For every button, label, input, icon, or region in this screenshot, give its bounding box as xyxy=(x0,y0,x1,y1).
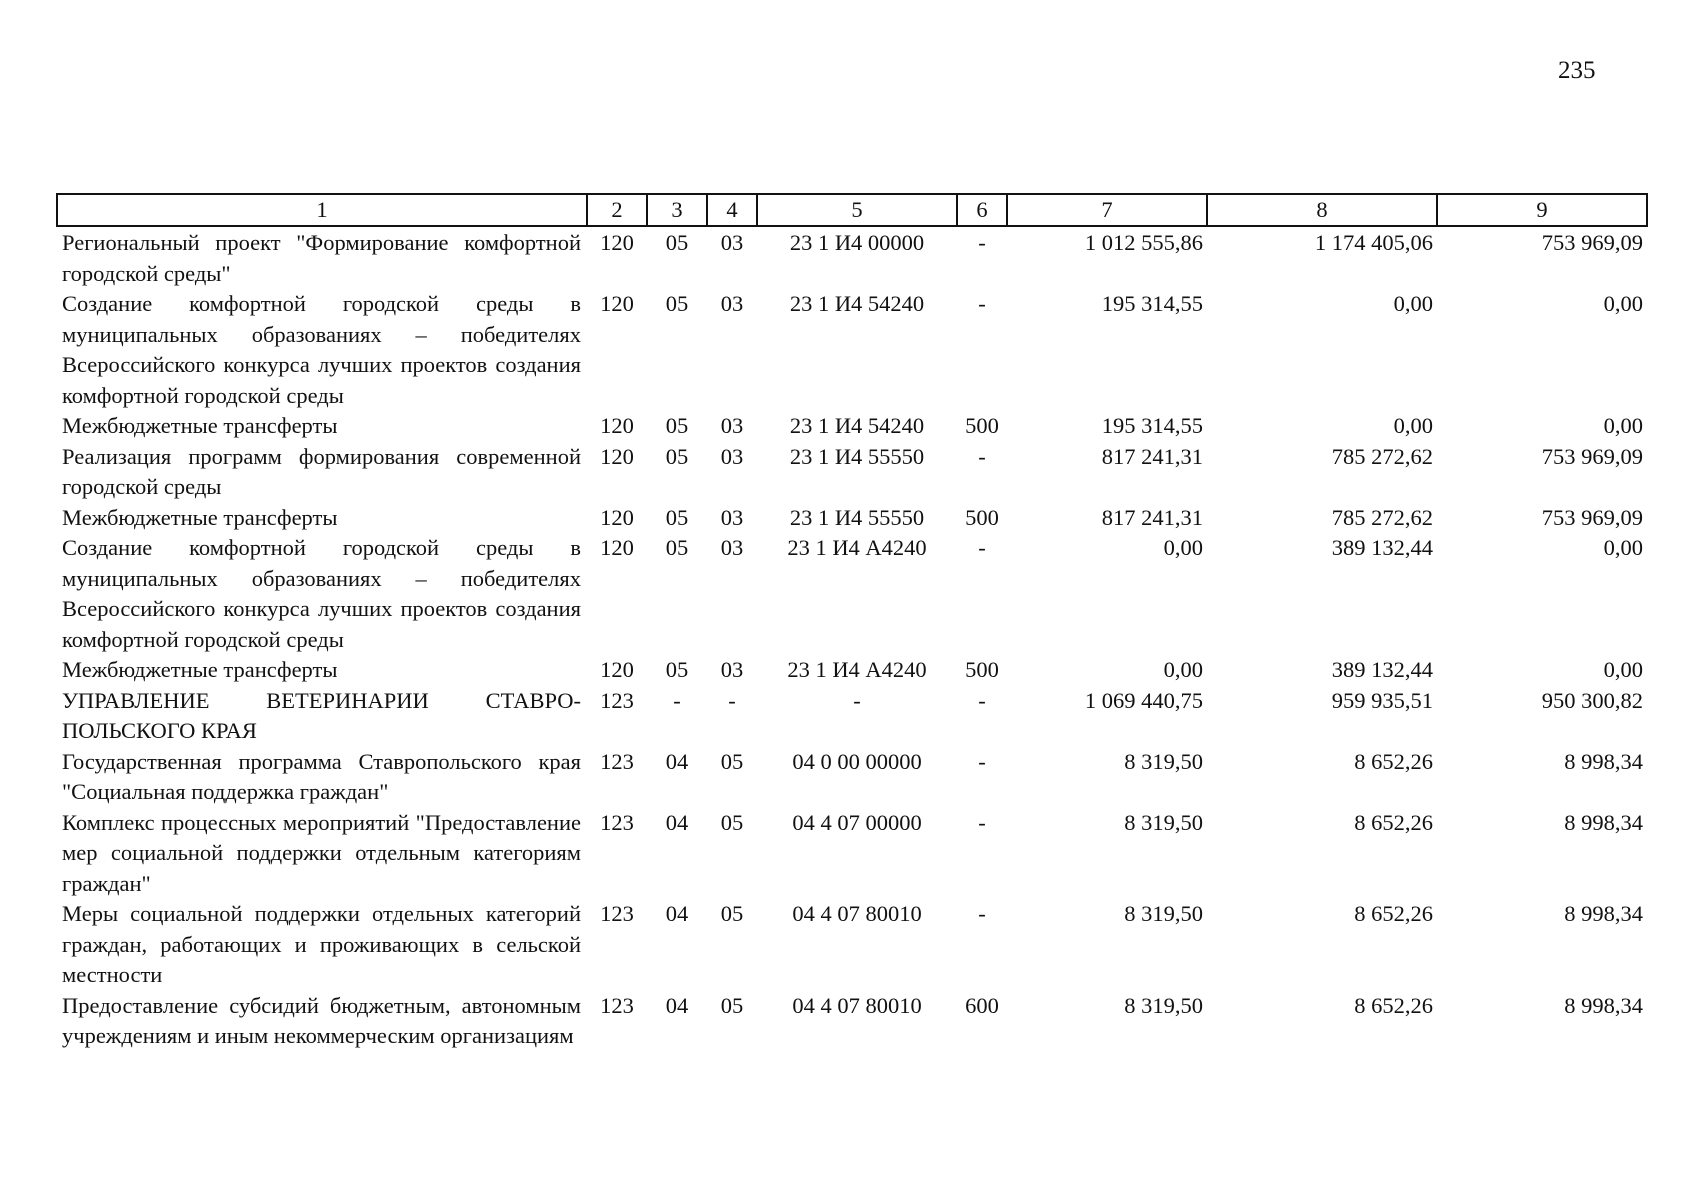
expense-type: 500 xyxy=(965,504,999,530)
subsection-code: 03 xyxy=(720,535,744,560)
target-article: 04 4 07 80010 xyxy=(792,992,922,1018)
table-row xyxy=(57,655,1647,686)
table-body xyxy=(57,226,1647,1052)
amount-year-3: 753 969,09 xyxy=(1541,230,1643,255)
amount-year-2: 785 272,62 xyxy=(1331,443,1433,469)
amount-year-3: 753 969,09 xyxy=(1541,443,1643,469)
amount-year-2: 8 652,26 xyxy=(1354,748,1433,774)
header-col-5: 5 xyxy=(757,194,957,226)
subsection-code: 03 xyxy=(720,657,744,682)
amount-year-1: 817 241,31 xyxy=(1101,443,1203,469)
amount-year-2: 389 132,44 xyxy=(1331,657,1433,682)
expense-type: - xyxy=(978,901,986,926)
subsection-code: 03 xyxy=(720,230,744,255)
subsection-code: 05 xyxy=(720,748,744,774)
expense-type: 600 xyxy=(965,992,999,1018)
amount-year-2: 389 132,44 xyxy=(1331,535,1433,560)
amount-year-1: 8 319,50 xyxy=(1124,901,1203,926)
ministry-code: 120 xyxy=(600,535,634,560)
section-code: 04 xyxy=(665,901,689,926)
table-row xyxy=(57,289,1647,411)
ministry-code: 120 xyxy=(600,413,634,438)
item-name: Предоставление субсидий бюджетным, автономным учреждениям и иным некоммерческим организациям xyxy=(62,992,581,1048)
target-article: 04 4 07 80010 xyxy=(792,901,922,926)
target-article: 23 1 И4 55550 xyxy=(789,504,925,530)
amount-year-3: 8 998,34 xyxy=(1564,748,1643,774)
table-row xyxy=(57,686,1647,747)
item-name: Межбюджетные трансферты xyxy=(62,657,338,682)
item-name: Межбюджетные трансферты xyxy=(62,413,338,438)
amount-year-1: 817 241,31 xyxy=(1101,504,1203,530)
ministry-code: 120 xyxy=(600,504,634,530)
header-col-2: 2 xyxy=(587,194,647,226)
target-article: 23 1 И4 54240 xyxy=(789,413,925,438)
table-row xyxy=(57,442,1647,503)
header-col-1: 1 xyxy=(57,194,587,226)
ministry-code: 123 xyxy=(600,992,634,1018)
expense-type: 500 xyxy=(965,657,999,682)
header-col-9: 9 xyxy=(1437,194,1647,226)
table-row xyxy=(57,503,1647,534)
item-name: Реализация программ формирования современной городской среды xyxy=(62,443,581,499)
section-code: 05 xyxy=(665,504,689,530)
section-code: 05 xyxy=(665,535,689,560)
header-col-7: 7 xyxy=(1007,194,1207,226)
amount-year-1: 8 319,50 xyxy=(1124,748,1203,774)
target-article: 23 1 И4 А4240 xyxy=(787,657,927,682)
amount-year-1: 0,00 xyxy=(1163,535,1203,560)
amount-year-1: 195 314,55 xyxy=(1101,413,1203,438)
table-row xyxy=(57,899,1647,991)
budget-table xyxy=(56,193,1648,1052)
expense-type: - xyxy=(978,443,986,469)
ministry-code: 120 xyxy=(600,657,634,682)
amount-year-3: 753 969,09 xyxy=(1541,504,1643,530)
section-code: 05 xyxy=(665,657,689,682)
header-col-4: 4 xyxy=(707,194,757,226)
header-col-6: 6 xyxy=(957,194,1007,226)
header-col-8: 8 xyxy=(1207,194,1437,226)
item-name: Региональный проект "Формирование комфортной городской среды" xyxy=(62,230,581,286)
target-article: - xyxy=(853,687,861,713)
item-name: УПРАВЛЕНИЕ ВЕТЕРИНАРИИ СТАВРО-ПОЛЬСКОГО КРАЯ xyxy=(62,687,581,743)
subsection-code: - xyxy=(728,687,736,713)
amount-year-3: 8 998,34 xyxy=(1564,809,1643,835)
page-number: 235 xyxy=(1558,57,1596,84)
amount-year-2: 0,00 xyxy=(1393,291,1433,316)
item-name: Государственная программа Ставропольского края "Социальная поддержка граждан" xyxy=(62,748,581,804)
subsection-code: 05 xyxy=(720,901,744,926)
target-article: 04 0 00 00000 xyxy=(792,748,922,774)
expense-type: - xyxy=(978,535,986,560)
target-article: 04 4 07 00000 xyxy=(792,809,922,835)
amount-year-1: 1 069 440,75 xyxy=(1084,687,1203,713)
target-article: 23 1 И4 А4240 xyxy=(787,535,927,560)
amount-year-2: 1 174 405,06 xyxy=(1314,230,1433,255)
table-header xyxy=(57,194,1647,226)
amount-year-1: 195 314,55 xyxy=(1101,291,1203,316)
ministry-code: 123 xyxy=(600,748,634,774)
subsection-code: 03 xyxy=(720,291,744,316)
amount-year-2: 8 652,26 xyxy=(1354,901,1433,926)
ministry-code: 123 xyxy=(600,901,634,926)
ministry-code: 120 xyxy=(600,230,634,255)
amount-year-3: 8 998,34 xyxy=(1564,901,1643,926)
target-article: 23 1 И4 55550 xyxy=(789,443,925,469)
expense-type: - xyxy=(978,687,986,713)
ministry-code: 120 xyxy=(600,291,634,316)
amount-year-3: 8 998,34 xyxy=(1564,992,1643,1018)
amount-year-3: 0,00 xyxy=(1603,291,1643,316)
expense-type: - xyxy=(978,748,986,774)
table-row xyxy=(57,411,1647,442)
section-code: 05 xyxy=(665,291,689,316)
amount-year-2: 8 652,26 xyxy=(1354,992,1433,1018)
section-code: 05 xyxy=(665,443,689,469)
ministry-code: 123 xyxy=(600,809,634,835)
subsection-code: 05 xyxy=(720,809,744,835)
item-name: Создание комфортной городской среды в муниципальных образованиях – победителях Всероссийского конкурса лучших проектов создания комфортной городской среды xyxy=(62,535,581,652)
amount-year-3: 0,00 xyxy=(1603,535,1643,560)
header-row xyxy=(57,194,1647,226)
section-code: 05 xyxy=(665,413,689,438)
amount-year-3: 950 300,82 xyxy=(1541,687,1643,713)
target-article: 23 1 И4 54240 xyxy=(789,291,925,316)
table-row xyxy=(57,533,1647,655)
section-code: 04 xyxy=(665,809,689,835)
table-row xyxy=(57,991,1647,1052)
expense-type: - xyxy=(978,809,986,835)
table-row xyxy=(57,226,1647,289)
section-code: 05 xyxy=(665,230,689,255)
section-code: 04 xyxy=(665,748,689,774)
amount-year-3: 0,00 xyxy=(1603,413,1643,438)
amount-year-1: 0,00 xyxy=(1163,657,1203,682)
ministry-code: 123 xyxy=(600,687,634,713)
ministry-code: 120 xyxy=(600,443,634,469)
section-code: 04 xyxy=(665,992,689,1018)
subsection-code: 03 xyxy=(720,504,744,530)
expense-type: 500 xyxy=(965,413,999,438)
item-name: Межбюджетные трансферты xyxy=(62,504,338,530)
section-code: - xyxy=(673,687,681,713)
table-row xyxy=(57,747,1647,808)
subsection-code: 03 xyxy=(720,443,744,469)
amount-year-3: 0,00 xyxy=(1603,657,1643,682)
amount-year-2: 0,00 xyxy=(1393,413,1433,438)
subsection-code: 03 xyxy=(720,413,744,438)
amount-year-2: 785 272,62 xyxy=(1331,504,1433,530)
subsection-code: 05 xyxy=(720,992,744,1018)
table-row xyxy=(57,808,1647,900)
amount-year-1: 8 319,50 xyxy=(1124,992,1203,1018)
header-col-3: 3 xyxy=(647,194,707,226)
item-name: Комплекс процессных мероприятий "Предоставление мер социальной поддержки отдельным категориям граждан" xyxy=(62,809,581,896)
amount-year-2: 8 652,26 xyxy=(1354,809,1433,835)
expense-type: - xyxy=(978,230,986,255)
amount-year-1: 8 319,50 xyxy=(1124,809,1203,835)
expense-type: - xyxy=(978,291,986,316)
item-name: Меры социальной поддержки отдельных категорий граждан, работающих и проживающих в сельской местности xyxy=(62,901,581,987)
amount-year-2: 959 935,51 xyxy=(1331,687,1433,713)
item-name: Создание комфортной городской среды в муниципальных образованиях – победителях Всероссийского конкурса лучших проектов создания комфортной городской среды xyxy=(62,291,581,408)
target-article: 23 1 И4 00000 xyxy=(789,230,925,255)
amount-year-1: 1 012 555,86 xyxy=(1084,230,1203,255)
